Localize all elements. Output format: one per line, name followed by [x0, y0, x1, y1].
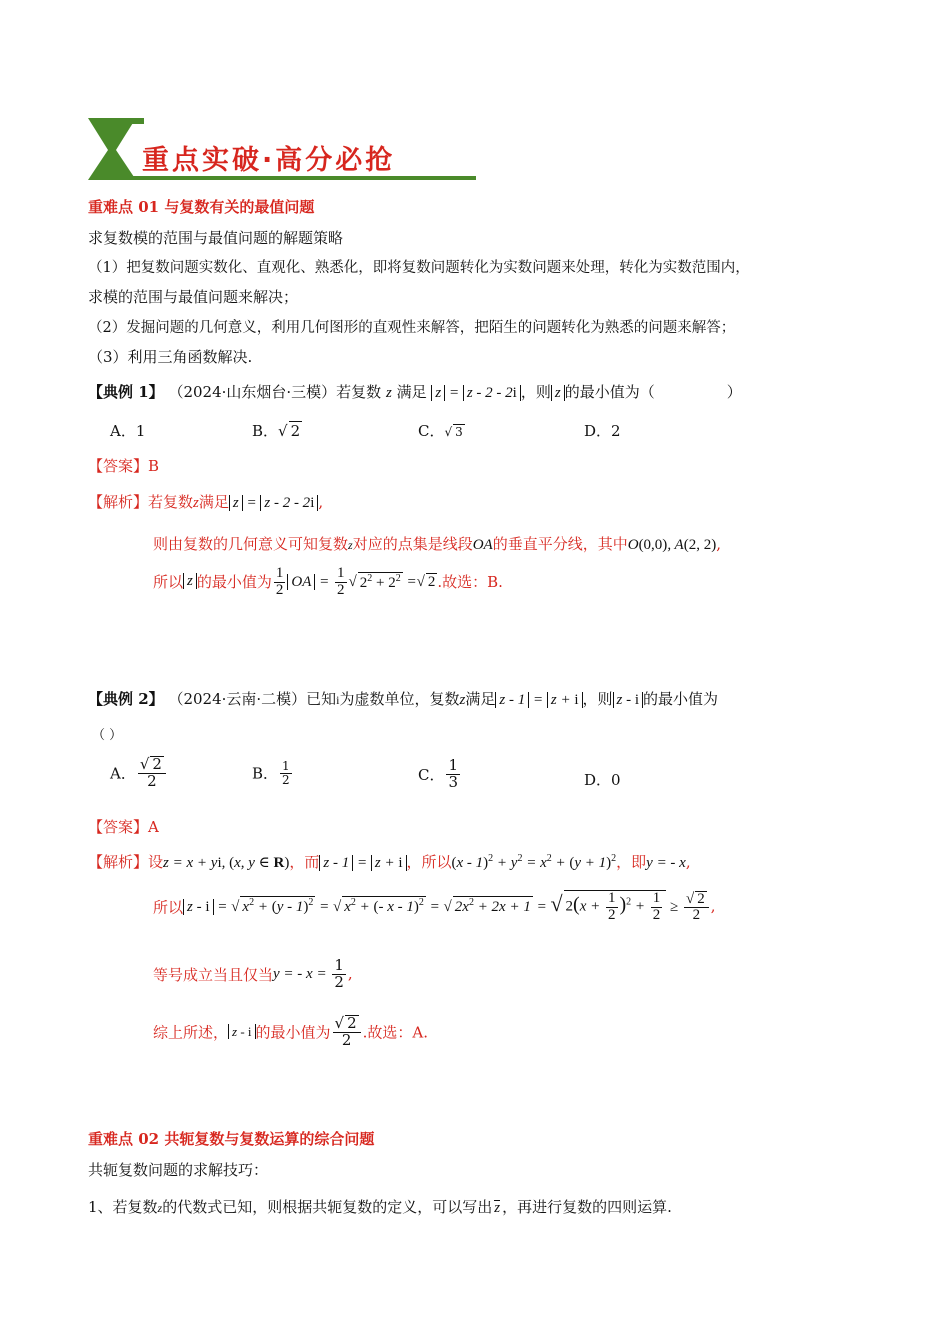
example1-source: （2024·山东烟台·三模）若复数: [168, 383, 382, 401]
example1-question: 【典例 1】 （2024·山东烟台·三模）若复数 z 满足 z = z - 2 - 2i ，则 z 的最小值为（ ）: [88, 383, 742, 401]
example2-option-c[interactable]: C． $\frac{1}{3}$: [418, 756, 459, 791]
section2-intro: 共轭复数问题的求解技巧：: [88, 1161, 269, 1179]
example1-option-b[interactable]: B．√ 2: [252, 422, 301, 440]
section1-intro: 求复数模的范围与最值问题的解题策略: [88, 229, 344, 247]
example1-cond: 满足: [396, 383, 427, 401]
example1-ask: ，则: [520, 383, 551, 401]
example1-answer: 【答案】B: [88, 457, 160, 475]
example2-option-d[interactable]: D．0: [584, 771, 621, 789]
example2-answer: 【答案】A: [88, 818, 159, 836]
example1-close: ）: [726, 383, 742, 401]
example1-option-c[interactable]: C．√ 3: [418, 422, 463, 440]
example2-question: 【典例 2】 （2024·云南·二模）已知i为虚数单位，复数z满足 z - 1 = z + i ，则 z - i 的最小值为: [88, 690, 719, 708]
strategy2: （2）发掘问题的几何意义，利用几何图形的直观性来解答，把陌生的问题转化为熟悉的问题来解答；: [88, 320, 736, 336]
example2-analysis-line4: 综上所述， z - i 的最小值为 $\frac{√ 2}{2}$ .故选：A.: [153, 1014, 429, 1049]
example2-option-b[interactable]: B． $\frac{1}{2}$: [252, 759, 290, 787]
example1-condition-math: z = z - 2 - 2i: [431, 385, 520, 401]
example2-tag: 【典例 2】: [88, 690, 164, 708]
section1-heading: 重难点 01 与复数有关的最值问题: [88, 198, 315, 216]
example1-analysis-line1: 【解析】若复数z满足 z = z - 2 - 2i ,: [88, 493, 324, 511]
section2-heading: 重难点 02 共轭复数与复数运算的综合问题: [88, 1130, 375, 1148]
section2-item1: 1、若复数z的代数式已知，则根据共轭复数的定义，可以写出 z ，再进行复数的四则运算.: [88, 1198, 672, 1216]
example1-option-a[interactable]: A．1: [110, 422, 146, 440]
strategy1-line2: 求模的范围与最值问题来解决；: [88, 288, 299, 306]
section-banner: [86, 118, 478, 184]
strategy1-line1: （1）把复数问题实数化、直观化、熟悉化，即将复数问题转化为实数问题来处理，转化为实数范围内，: [88, 260, 750, 276]
banner-title: 重点实破·高分必抢: [142, 145, 396, 176]
example1-analysis-line3: 所以 z 的最小值为 $\frac{1}{2}$ OA = $\frac{1}{2}$ √ $2^2 + 2^2$ =√ 2 .故选：B.: [153, 565, 503, 598]
example1-option-d[interactable]: D．2: [584, 422, 621, 440]
example1-tag: 【典例 1】: [88, 383, 164, 401]
example1-ask2: 的最小值为（: [564, 383, 655, 401]
example2-analysis-line2: 所以 z - i = √ $x^2 + (y - 1)^2$ = √ $x^2$ + (- x - 1)$^2$ = √ $2x^2 + 2x + 1$ = √ 2(x + $\frac{1}{2}$ )$^2$ + $\frac{1}{2}$ ≥ $\frac{√ 2}{2}$ ,: [153, 890, 716, 924]
example1-analysis-line2: 则由复数的几何意义可知复数z对应的点集是线段OA的垂直平分线，其中O(0,0), A(2, 2),: [153, 535, 721, 553]
example2-analysis-line1: 【解析】设z = x + yi, (x, y ∈ R)，而 z - 1 = z + i ，所以$(x - 1)^2 + y^2 = x^2 + (y + 1)^2$，即y = - x,: [88, 853, 691, 871]
example2-paren: （ ）: [92, 728, 123, 743]
example2-analysis-line3: 等号成立当且仅当y = - x = $\frac{1}{2}$ ,: [153, 956, 353, 991]
strategy3: （3）利用三角函数解决.: [88, 348, 253, 366]
example2-option-a[interactable]: A． $\frac{√ 2}{2}$: [110, 756, 168, 790]
